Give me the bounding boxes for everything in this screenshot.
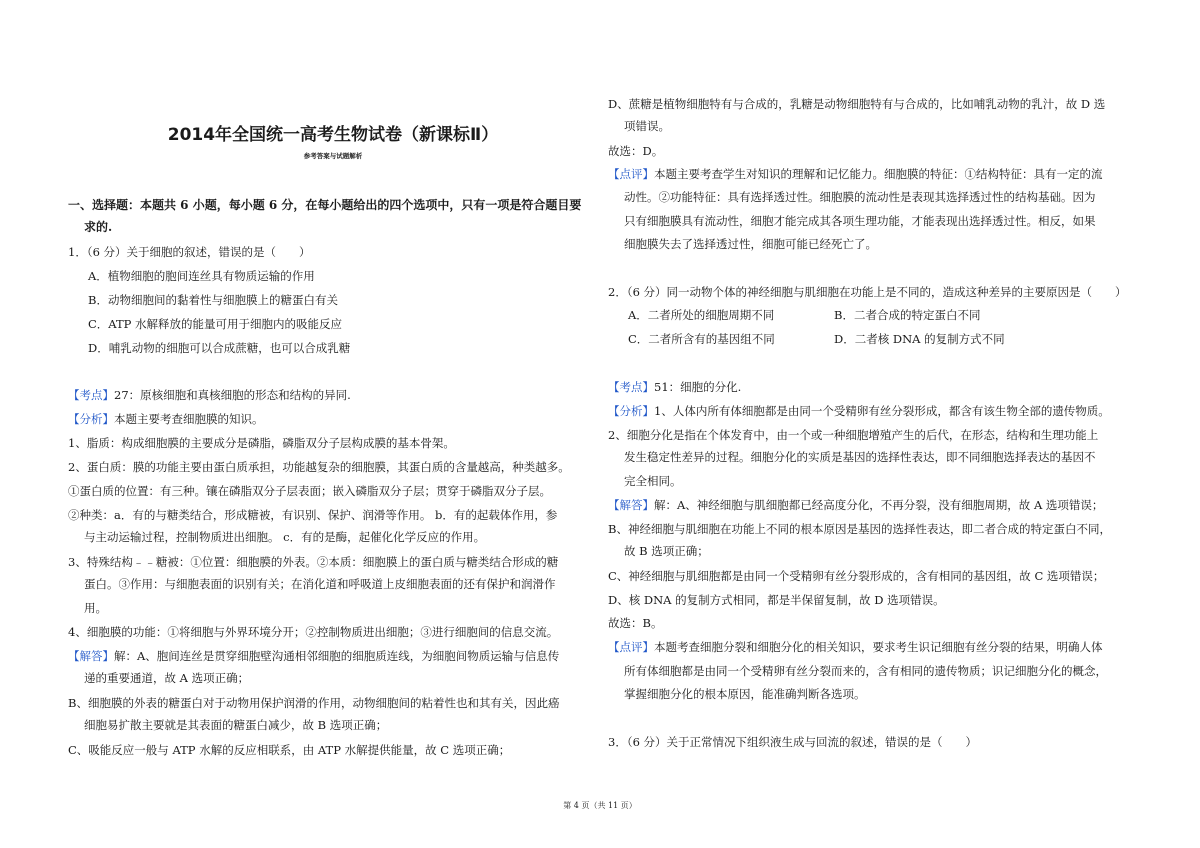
dianping-text: 本题主要考查学生对知识的理解和记忆能力。细胞膜的特征：①结构特征：具有一定的流 <box>654 167 1103 181</box>
fenxi-text: 本题主要考查细胞膜的知识。 <box>114 412 264 426</box>
kaodian-line <box>68 387 351 403</box>
question-2-option-c: C．二者所含有的基因组不同 <box>628 332 775 346</box>
answer-line: D、蔗糖是植物细胞特有与合成的，乳糖是动物细胞特有与合成的，比如哺乳动物的乳汁，故 D 选 <box>608 97 1106 111</box>
answer-line: B、细胞膜的外表的糖蛋白对于动物用保护润滑的作用，动物细胞间的粘着性也和其有关，因此癌 <box>68 696 560 710</box>
analysis-line: ①蛋白质的位置：有三种。镶在磷脂双分子层表面；嵌入磷脂双分子层；贯穿于磷脂双分子层。 <box>68 484 551 498</box>
jieda-tag: 【解答】 <box>68 649 114 663</box>
analysis-line: 1、脂质：构成细胞膜的主要成分是磷脂，磷脂双分子层构成膜的基本骨架。 <box>68 436 455 450</box>
answer-line: C、神经细胞与肌细胞都是由同一个受精卵有丝分裂形成的，含有相同的基因组，故 C 选项错误； <box>608 569 1105 583</box>
question-1-option-d: D．哺乳动物的细胞可以合成蔗糖，也可以合成乳糖 <box>88 341 351 355</box>
jieda-line <box>608 497 1103 513</box>
dianping-tag: 【点评】 <box>608 640 654 654</box>
fenxi-line <box>608 403 1110 419</box>
comment-line: 动性。②功能特征：具有选择透过性。细胞膜的流动性是表现其选择透过性的结构基础。因为 <box>624 190 1096 204</box>
analysis-line: 完全相同。 <box>624 474 682 488</box>
question-2-option-d: D．二者核 DNA 的复制方式不同 <box>834 332 1005 346</box>
answer-line: 项错误。 <box>624 119 670 133</box>
answer-choice: 故选：D。 <box>608 144 664 158</box>
fenxi-text: 1、人体内所有体细胞都是由同一个受精卵有丝分裂形成，都含有该生物全部的遗传物质。 <box>654 404 1110 418</box>
kaodian-line <box>608 379 741 395</box>
analysis-line: 3、特殊结构﹣﹣糖被：①位置：细胞膜的外表。②本质：细胞膜上的蛋白质与糖类结合形成的糖 <box>68 555 559 569</box>
answer-line: D、核 DNA 的复制方式相同，都是半保留复制，故 D 选项错误。 <box>608 593 945 607</box>
kaodian-tag: 【考点】 <box>68 388 114 402</box>
question-1-stem: 1．（6 分）关于细胞的叙述，错误的是（ ） <box>68 245 311 259</box>
question-1-option-c: C．ATP 水解释放的能量可用于细胞内的吸能反应 <box>88 317 343 331</box>
analysis-line: 与主动运输过程，控制物质进出细胞。 c．有的是酶，起催化化学反应的作用。 <box>84 530 486 544</box>
question-2-stem: 2．（6 分）同一动物个体的神经细胞与肌细胞在功能上是不同的，造成这种差异的主要原因是（ ） <box>608 285 1127 299</box>
answer-line: C、吸能反应一般与 ATP 水解的反应相联系，由 ATP 水解提供能量，故 C 选项正确； <box>68 743 511 757</box>
analysis-line: 4、细胞膜的功能：①将细胞与外界环境分开；②控制物质进出细胞；③进行细胞间的信息交流。 <box>68 625 559 639</box>
answer-choice: 故选：B。 <box>608 616 663 630</box>
analysis-line: ②种类：a．有的与糖类结合，形成糖被，有识别、保护、润滑等作用。 b．有的起载体作用，参 <box>68 508 558 522</box>
analysis-line: 蛋白。③作用：与细胞表面的识别有关；在消化道和呼吸道上皮细胞表面的还有保护和润滑作 <box>84 577 556 591</box>
jieda-tag: 【解答】 <box>608 498 654 512</box>
kaodian-text: 51：细胞的分化. <box>654 380 742 394</box>
question-1-option-a: A．植物细胞的胞间连丝具有物质运输的作用 <box>88 269 315 283</box>
question-3-stem: 3．（6 分）关于正常情况下组织液生成与回流的叙述，错误的是（ ） <box>608 735 978 749</box>
analysis-line: 发生稳定性差异的过程。细胞分化的实质是基因的选择性表达，即不同细胞选择表达的基因不 <box>624 450 1096 464</box>
comment-line: 细胞膜失去了选择透过性，细胞可能已经死亡了。 <box>624 237 877 251</box>
question-2-option-b: B．二者合成的特定蛋白不同 <box>834 308 981 322</box>
dianping-text: 本题考查细胞分裂和细胞分化的相关知识，要求考生识记细胞有丝分裂的结果，明确人体 <box>654 640 1103 654</box>
kaodian-text: 27：原核细胞和真核细胞的形态和结构的异同. <box>114 388 351 402</box>
question-2-option-a: A．二者所处的细胞周期不同 <box>628 308 775 322</box>
fenxi-tag: 【分析】 <box>608 404 654 418</box>
analysis-line: 2、细胞分化是指在个体发育中，由一个或一种细胞增殖产生的后代，在形态，结构和生理功能上 <box>608 428 1099 442</box>
jieda-text: 解：A、神经细胞与肌细胞都已经高度分化，不再分裂，没有细胞周期，故 A 选项错误； <box>654 498 1104 512</box>
comment-line: 所有体细胞都是由同一个受精卵有丝分裂而来的，含有相同的遗传物质；识记细胞分化的概念， <box>624 664 1107 678</box>
page-title: 2014年全国统一高考生物试卷（新课标Ⅱ） <box>167 125 499 145</box>
kaodian-tag: 【考点】 <box>608 380 654 394</box>
page-footer: 第 4 页（共 11 页） <box>563 801 637 810</box>
page-subtitle: 参考答案与试题解析 <box>303 152 363 160</box>
fenxi-line <box>68 411 264 427</box>
answer-line: 细胞易扩散主要就是其表面的糖蛋白减少，故 B 选项正确； <box>84 718 388 732</box>
jieda-line <box>68 648 559 664</box>
question-1-option-b: B．动物细胞间的黏着性与细胞膜上的糖蛋白有关 <box>88 293 338 307</box>
section-heading-cont: 求的. <box>84 220 113 234</box>
comment-line: 掌握细胞分化的根本原因，能准确判断各选项。 <box>624 687 866 701</box>
answer-line: 故 B 选项正确； <box>624 544 709 558</box>
dianping-line <box>608 639 1103 655</box>
answer-line: B、神经细胞与肌细胞在功能上不同的根本原因是基因的选择性表达，即二者合成的特定蛋白不同， <box>608 522 1111 536</box>
analysis-line: 用。 <box>84 601 107 615</box>
analysis-line: 2、蛋白质：膜的功能主要由蛋白质承担，功能越复杂的细胞膜，其蛋白质的含量越高，种类越多。 <box>68 460 570 474</box>
fenxi-tag: 【分析】 <box>68 412 114 426</box>
jieda-text: 解：A、胞间连丝是贯穿细胞壁沟通相邻细胞的细胞质连线，为细胞间物质运输与信息传 <box>114 649 560 663</box>
dianping-line <box>608 166 1103 182</box>
section-heading: 一、选择题：本题共 6 小题，每小题 6 分，在每小题给出的四个选项中，只有一项是符合题目要 <box>68 198 582 212</box>
dianping-tag: 【点评】 <box>608 167 654 181</box>
answer-line: 递的重要通道，故 A 选项正确； <box>84 671 250 685</box>
comment-line: 只有细胞膜具有流动性，细胞才能完成其各项生理功能，才能表现出选择透过性。相反，如果 <box>624 214 1096 228</box>
